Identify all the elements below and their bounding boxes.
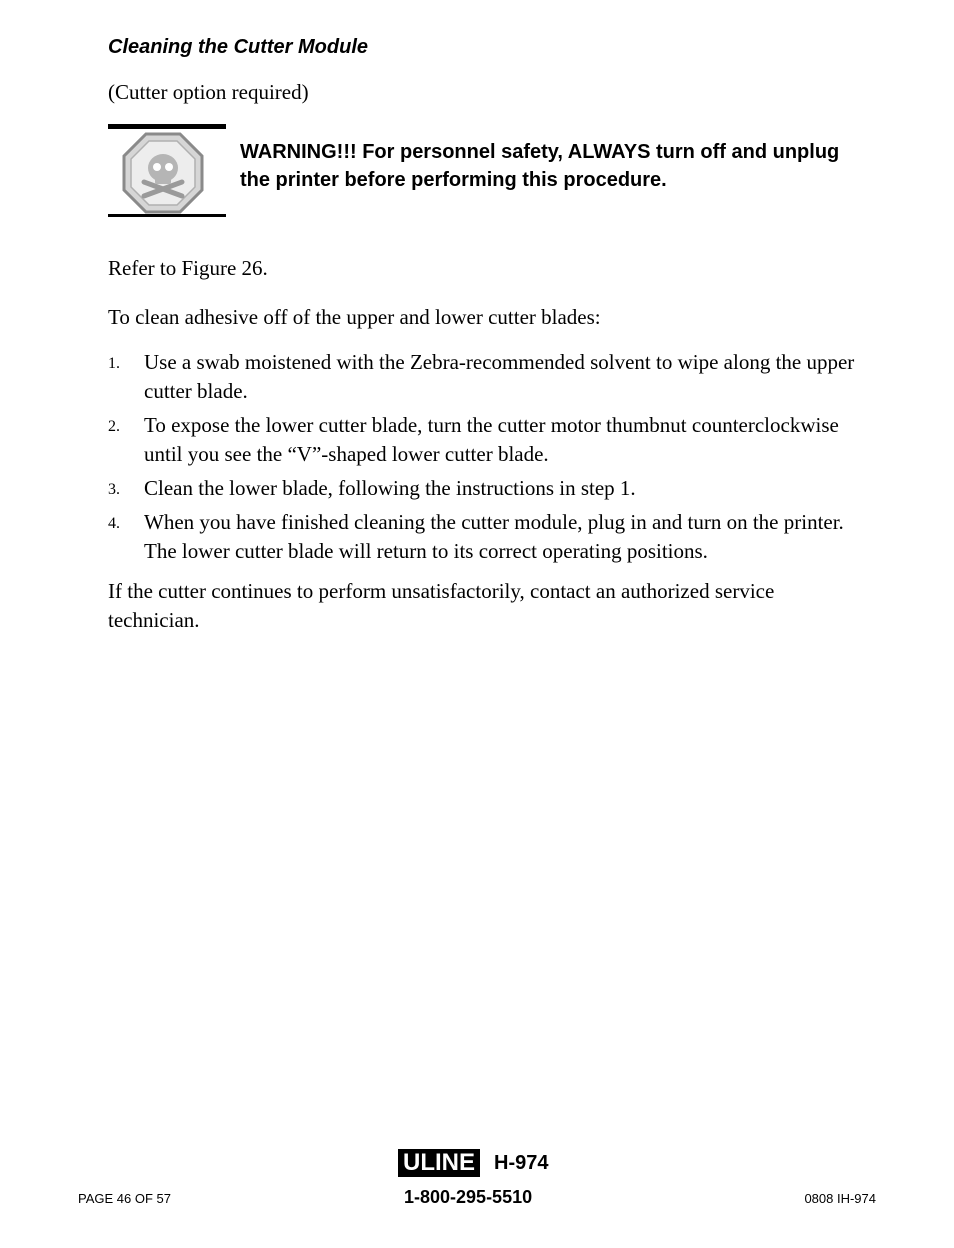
steps-list — [108, 348, 858, 571]
refer-text: Refer to Figure 26. — [108, 256, 268, 280]
step-number: 4. — [108, 515, 120, 532]
list-item — [108, 508, 858, 566]
closing-text: If the cutter continues to perform unsatisfactorily, contact an authorized service technician. — [108, 579, 775, 632]
list-item — [108, 348, 858, 406]
page-title: Cleaning the Cutter Module — [108, 36, 368, 58]
step-number: 3. — [108, 481, 120, 498]
warning-box — [108, 124, 848, 218]
list-item — [108, 474, 858, 503]
phone-number: 1-800-295-5510 — [404, 1187, 533, 1207]
step-text: To expose the lower cutter blade, turn the cutter motor thumbnut counterclockwise until you see the “V”-shaped lower cutter blade. — [144, 413, 839, 466]
page-number: PAGE 46 OF 57 — [78, 1191, 171, 1206]
skull-crossbones-stop-icon — [122, 132, 204, 214]
model-code: H-974 — [494, 1152, 549, 1174]
step-number: 1. — [108, 355, 120, 372]
step-text: Clean the lower blade, following the instructions in step 1. — [144, 476, 636, 500]
warning-rule-bottom — [108, 214, 226, 217]
intro-text: To clean adhesive off of the upper and lower cutter blades: — [108, 305, 601, 329]
step-text: Use a swab moistened with the Zebra-recommended solvent to wipe along the upper cutter blade. — [144, 350, 855, 403]
list-item — [108, 411, 858, 469]
uline-logo: ULINE — [398, 1149, 480, 1177]
document-code: 0808 IH-974 — [804, 1191, 876, 1206]
option-note: (Cutter option required) — [108, 80, 309, 104]
warning-rule-top — [108, 124, 226, 129]
step-number: 2. — [108, 418, 120, 435]
warning-text: WARNING!!! For personnel safety, ALWAYS turn off and unplug the printer before performing this procedure. — [240, 141, 840, 191]
step-text: When you have finished cleaning the cutter module, plug in and turn on the printer. The lower cutter blade will return to its correct operating positions. — [144, 510, 844, 563]
